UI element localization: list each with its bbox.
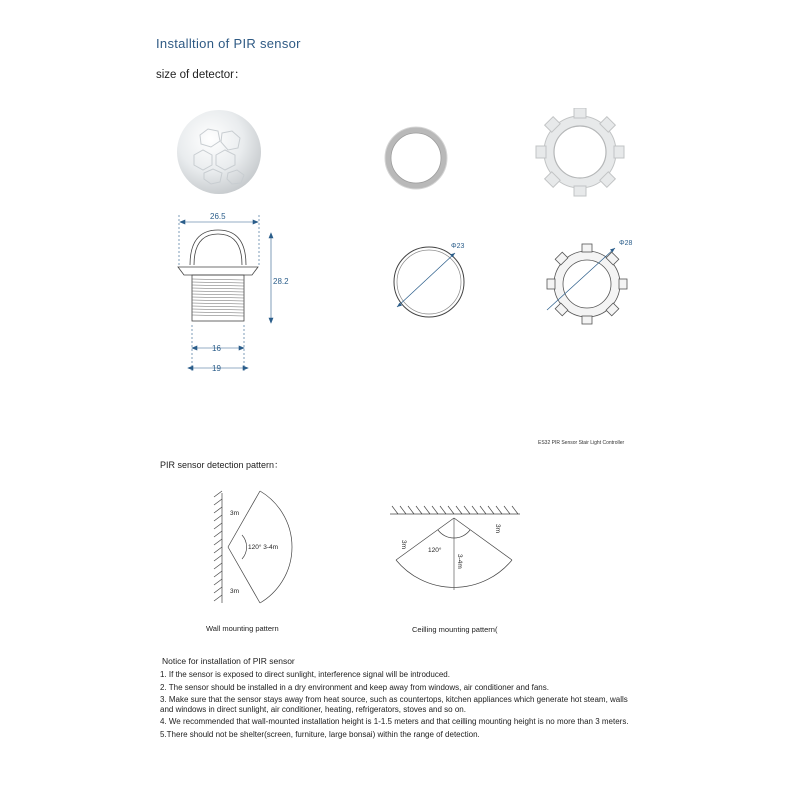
ring-diameter-label: Φ23 (451, 243, 465, 250)
nut-dimension-drawing (540, 232, 640, 332)
ceiling-angle: 120° (428, 547, 442, 554)
ceiling-mounting-caption: Ceilling mounting pattern( (412, 625, 498, 634)
thread-lines (192, 279, 244, 316)
wall-angle-range: 120° 3-4m (248, 544, 279, 551)
nut-diameter-label: Φ28 (619, 240, 633, 247)
notice-item: 4. We recommended that wall-mounted installation height is 1-1.5 meters and that ceilling mounting height is no more than 3 meters. (160, 717, 629, 726)
wall-bottom-distance: 3m (230, 588, 240, 595)
product-caption: ES32 PIR Sensor Stair Light Controller (538, 440, 625, 446)
notice-list (160, 670, 630, 742)
wall-top-distance: 3m (230, 510, 240, 517)
ceiling-right-distance: 3m (494, 524, 501, 534)
notice-item: 3. Make sure that the sensor stays away from heat source, such as countertops, kitchen appliances which generate hot steam, walls and windows in direct sunlight, air conditioner, heating, refrigerators, stoves and so on. (160, 695, 628, 714)
ceiling-range: 3-4m (456, 554, 463, 569)
detector-size-heading: size of detector： (156, 69, 246, 81)
dimension-outer-width: 19 (212, 364, 221, 373)
page-title: Installtion of PIR sensor (156, 36, 301, 51)
sensor-dimension-drawing (170, 205, 300, 380)
detection-heading: PIR sensor detection pattern： (160, 460, 284, 470)
dimension-height: 28.2 (273, 277, 289, 286)
ceiling-left-distance: 3m (400, 540, 407, 550)
lock-nut-photo (535, 108, 625, 198)
wall-mounting-diagram (200, 485, 340, 615)
notice-item: 1. If the sensor is exposed to direct sunlight, interference signal will be introduced. (160, 670, 450, 679)
notice-item: 2. The sensor should be installed in a dry environment and keep away from windows, air conditioner and fans. (160, 682, 549, 692)
dimension-width-top: 26.5 (210, 212, 226, 221)
notice-title: Notice for installation of PIR sensor (162, 656, 295, 666)
notice-item: 5.There should not be shelter(screen, furniture, large bonsai) within the range of detection. (160, 729, 480, 739)
wall-mounting-caption: Wall mounting pattern (206, 624, 279, 633)
ring-dimension-drawing (385, 235, 475, 325)
dimension-inner-width: 16 (212, 344, 221, 353)
sealing-ring-photo (382, 123, 452, 193)
ceiling-mounting-diagram (380, 500, 530, 600)
sensor-dome-photo (170, 105, 270, 200)
